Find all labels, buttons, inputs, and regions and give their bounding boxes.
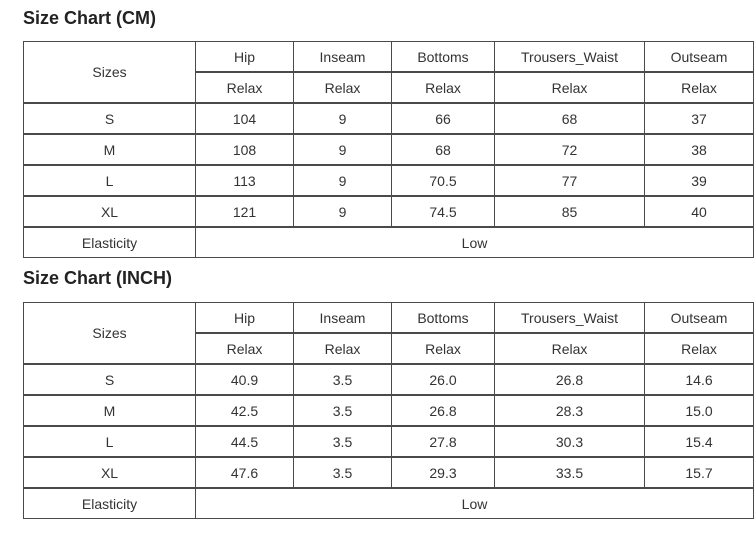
value-cell: 40 xyxy=(645,196,754,227)
fit-cell: Relax xyxy=(294,72,392,103)
value-cell: 33.5 xyxy=(495,457,645,488)
column-header-bottoms: Bottoms xyxy=(392,42,495,73)
value-cell: 38 xyxy=(645,134,754,165)
value-cell: 40.9 xyxy=(196,364,294,395)
size-label-cell: M xyxy=(24,134,196,165)
value-cell: 72 xyxy=(495,134,645,165)
column-header-hip: Hip xyxy=(196,42,294,73)
table-row xyxy=(24,457,754,488)
size-label-cell: XL xyxy=(24,196,196,227)
value-cell: 9 xyxy=(294,165,392,196)
sizes-header-cell: Sizes xyxy=(24,303,196,365)
table-row xyxy=(24,103,754,134)
table-row xyxy=(24,196,754,227)
fit-cell: Relax xyxy=(645,72,754,103)
value-cell: 27.8 xyxy=(392,426,495,457)
value-cell: 9 xyxy=(294,134,392,165)
elasticity-value-cell: Low xyxy=(196,488,754,519)
column-header-outseam: Outseam xyxy=(645,303,754,334)
size-chart-inch-table xyxy=(23,302,754,519)
fit-cell: Relax xyxy=(645,333,754,364)
value-cell: 30.3 xyxy=(495,426,645,457)
fit-cell: Relax xyxy=(294,333,392,364)
value-cell: 14.6 xyxy=(645,364,754,395)
value-cell: 47.6 xyxy=(196,457,294,488)
size-label-cell: M xyxy=(24,395,196,426)
value-cell: 15.7 xyxy=(645,457,754,488)
value-cell: 26.8 xyxy=(392,395,495,426)
value-cell: 9 xyxy=(294,196,392,227)
table-row xyxy=(24,395,754,426)
elasticity-label-cell: Elasticity xyxy=(24,488,196,519)
value-cell: 77 xyxy=(495,165,645,196)
table-row xyxy=(24,426,754,457)
size-label-cell: S xyxy=(24,364,196,395)
value-cell: 113 xyxy=(196,165,294,196)
value-cell: 37 xyxy=(645,103,754,134)
value-cell: 9 xyxy=(294,103,392,134)
table-header-row xyxy=(24,42,754,73)
value-cell: 70.5 xyxy=(392,165,495,196)
column-header-inseam: Inseam xyxy=(294,303,392,334)
fit-cell: Relax xyxy=(196,72,294,103)
value-cell: 15.0 xyxy=(645,395,754,426)
size-chart-cm-table xyxy=(23,41,754,258)
value-cell: 28.3 xyxy=(495,395,645,426)
value-cell: 104 xyxy=(196,103,294,134)
size-label-cell: L xyxy=(24,165,196,196)
elasticity-value-cell: Low xyxy=(196,227,754,258)
value-cell: 44.5 xyxy=(196,426,294,457)
column-header-trousers-waist: Trousers_Waist xyxy=(495,42,645,73)
value-cell: 85 xyxy=(495,196,645,227)
column-header-inseam: Inseam xyxy=(294,42,392,73)
elasticity-row xyxy=(24,488,754,519)
value-cell: 26.0 xyxy=(392,364,495,395)
value-cell: 68 xyxy=(495,103,645,134)
fit-cell: Relax xyxy=(495,333,645,364)
size-chart-inch-title: Size Chart (INCH) xyxy=(23,268,173,288)
value-cell: 42.5 xyxy=(196,395,294,426)
fit-cell: Relax xyxy=(196,333,294,364)
value-cell: 3.5 xyxy=(294,457,392,488)
table-row xyxy=(24,364,754,395)
value-cell: 3.5 xyxy=(294,426,392,457)
value-cell: 68 xyxy=(392,134,495,165)
fit-cell: Relax xyxy=(495,72,645,103)
value-cell: 3.5 xyxy=(294,364,392,395)
table-header-row xyxy=(24,303,754,334)
column-header-trousers-waist: Trousers_Waist xyxy=(495,303,645,334)
size-label-cell: XL xyxy=(24,457,196,488)
value-cell: 108 xyxy=(196,134,294,165)
column-header-outseam: Outseam xyxy=(645,42,754,73)
column-header-bottoms: Bottoms xyxy=(392,303,495,334)
size-chart-cm-title: Size Chart (CM) xyxy=(23,8,157,28)
elasticity-label-cell: Elasticity xyxy=(24,227,196,258)
column-header-hip: Hip xyxy=(196,303,294,334)
size-label-cell: L xyxy=(24,426,196,457)
value-cell: 26.8 xyxy=(495,364,645,395)
table-row xyxy=(24,165,754,196)
elasticity-row xyxy=(24,227,754,258)
sizes-header-cell: Sizes xyxy=(24,42,196,104)
value-cell: 66 xyxy=(392,103,495,134)
fit-cell: Relax xyxy=(392,333,495,364)
size-label-cell: S xyxy=(24,103,196,134)
value-cell: 121 xyxy=(196,196,294,227)
value-cell: 74.5 xyxy=(392,196,495,227)
value-cell: 29.3 xyxy=(392,457,495,488)
value-cell: 15.4 xyxy=(645,426,754,457)
value-cell: 3.5 xyxy=(294,395,392,426)
table-row xyxy=(24,134,754,165)
value-cell: 39 xyxy=(645,165,754,196)
fit-cell: Relax xyxy=(392,72,495,103)
